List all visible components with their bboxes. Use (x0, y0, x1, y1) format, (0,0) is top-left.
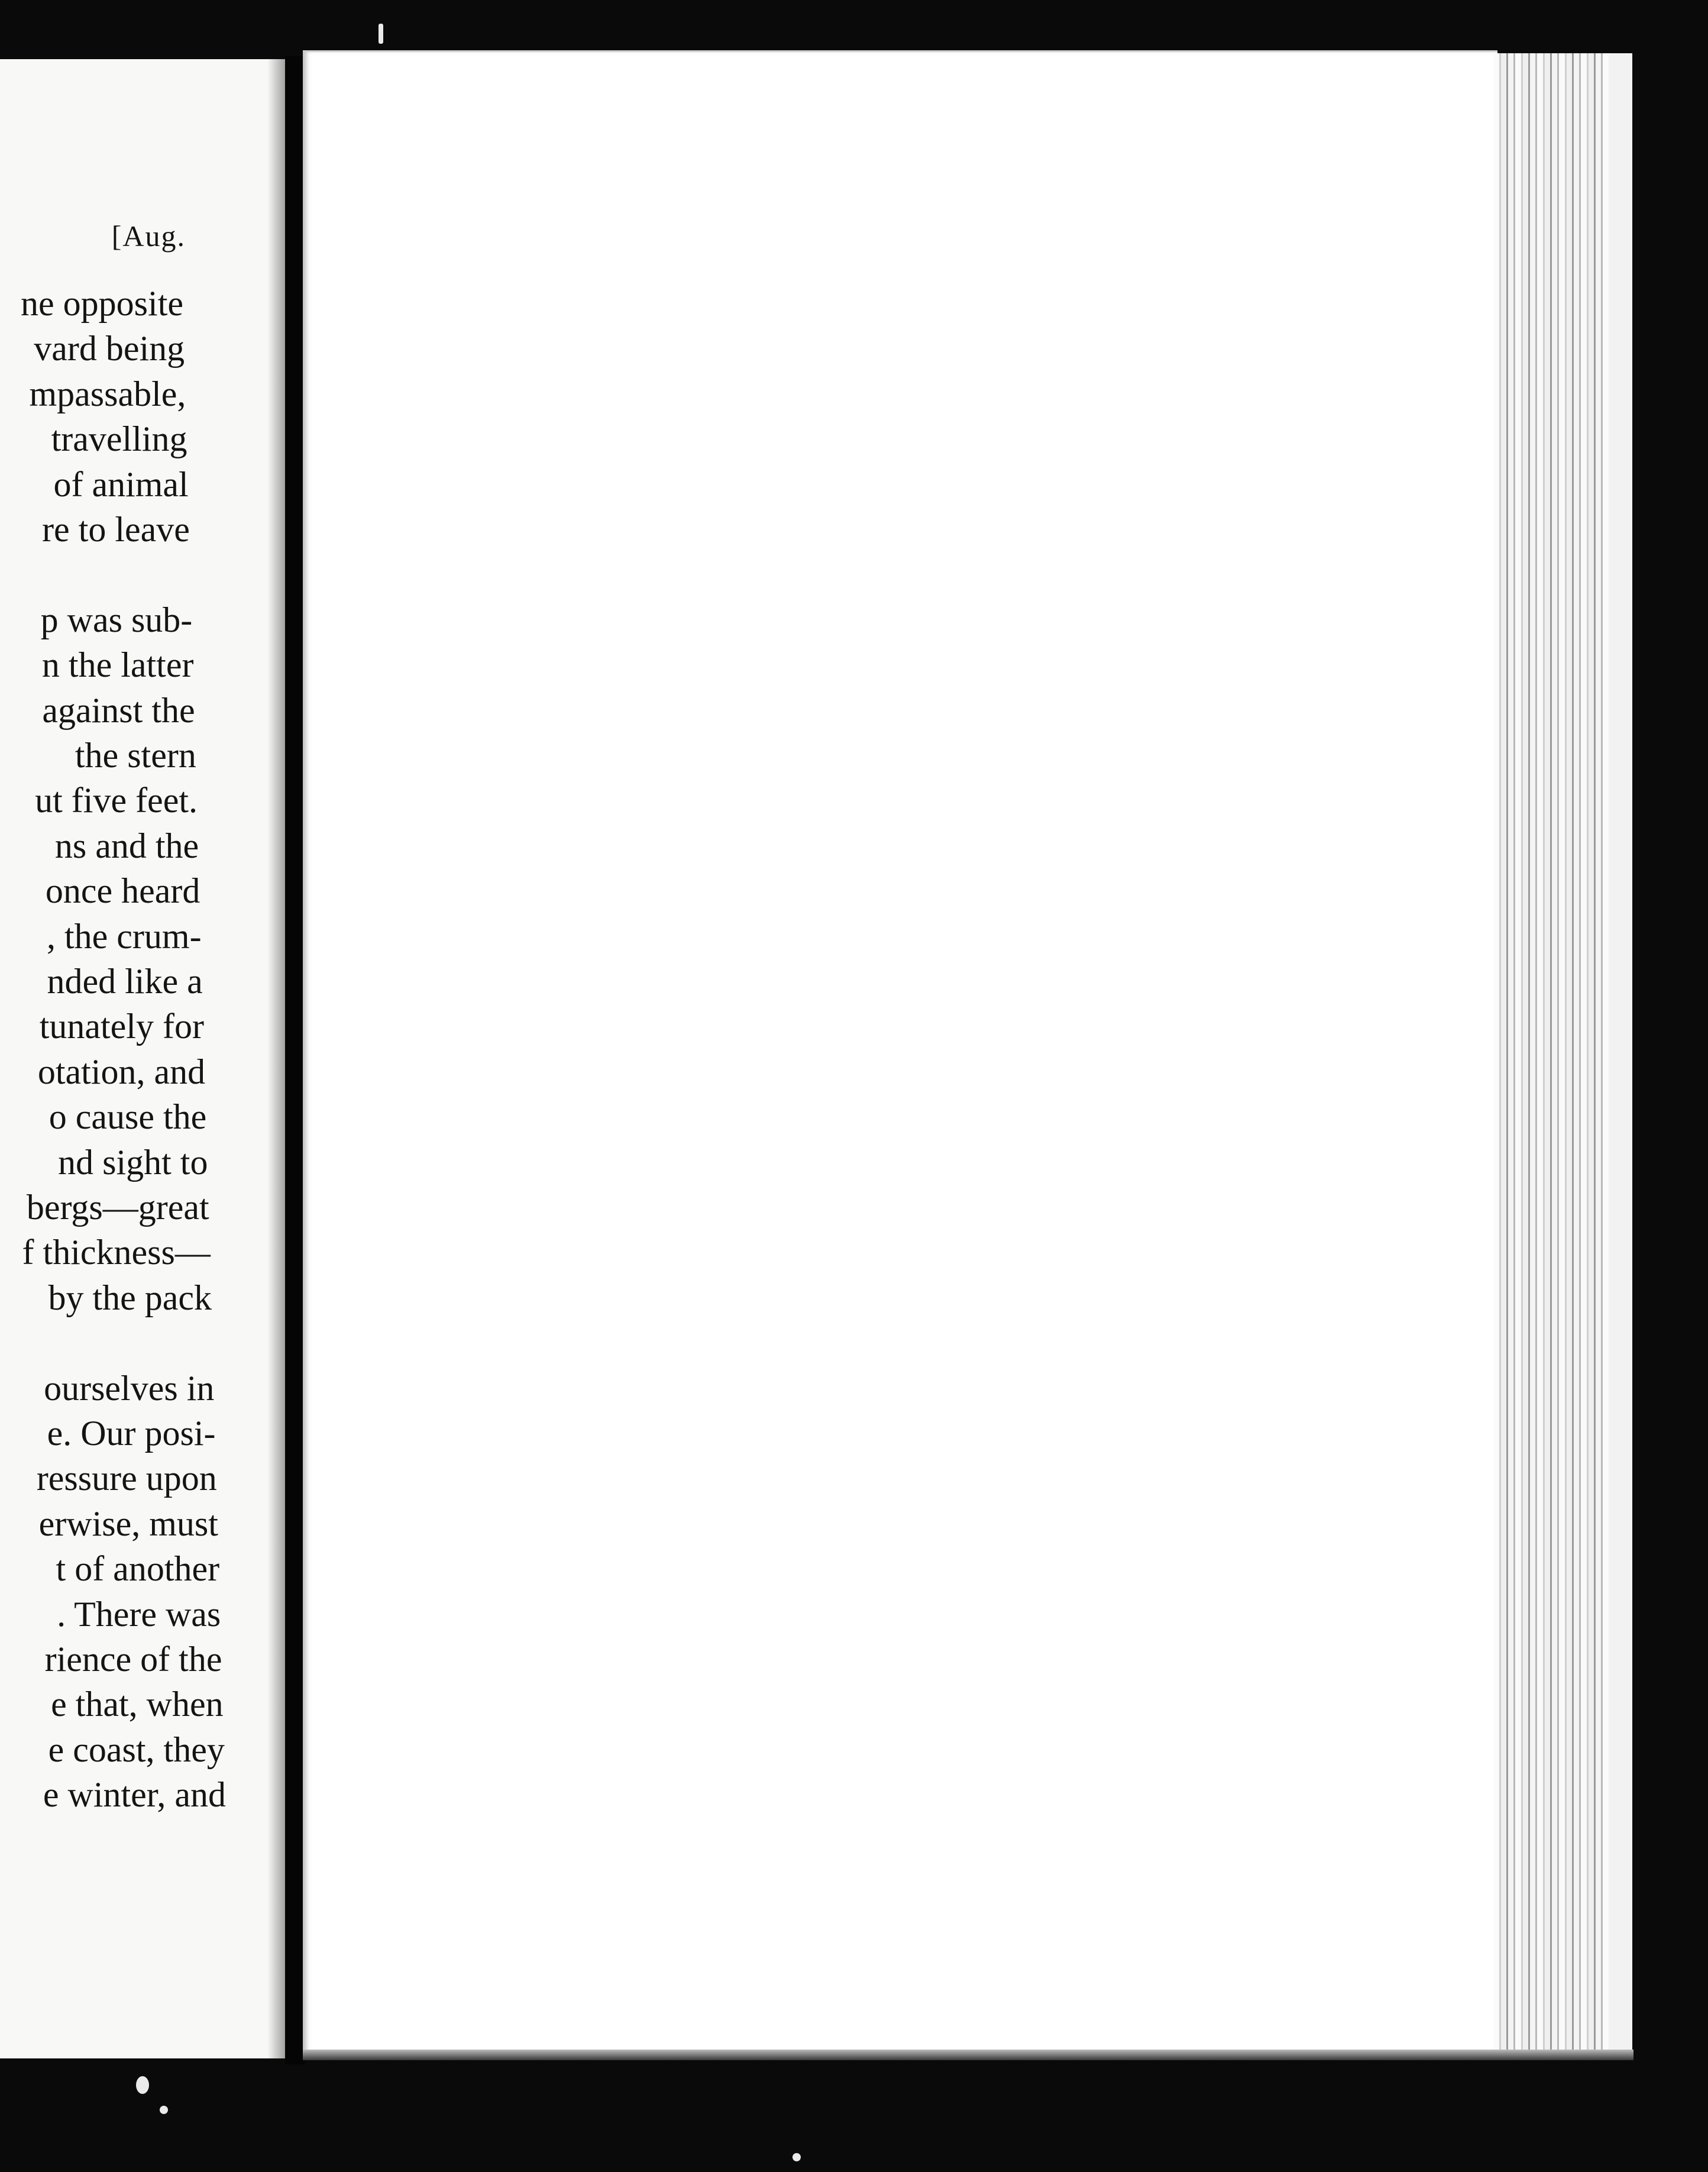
text-line: mpassable, (29, 374, 186, 413)
text-line: re to leave (42, 510, 190, 549)
text-line: ourselves in (44, 1368, 215, 1408)
text-line: by the pack (48, 1278, 212, 1317)
text-line: bergs—great (26, 1188, 209, 1227)
text-line: e coast, they (48, 1730, 225, 1769)
text-line: vard being (34, 329, 185, 369)
text-line: of animal (53, 464, 189, 504)
text-line: e winter, and (43, 1775, 226, 1815)
text-line: ut five feet. (35, 781, 198, 820)
text-line: o cause the (48, 1097, 207, 1137)
text-line: nded like a (47, 962, 203, 1001)
text-line: e. Our posi- (47, 1414, 216, 1453)
text-line: rience of the (44, 1640, 222, 1679)
text-line: f thickness— (22, 1233, 211, 1272)
page-bottom-edge (303, 2050, 1633, 2060)
text-line: e that, when (51, 1685, 224, 1724)
book-spine (285, 56, 305, 2064)
text-line: travelling (51, 419, 187, 459)
text-line: , the crum- (46, 916, 202, 956)
dust-speck (136, 2076, 149, 2094)
text-line: . There was (57, 1594, 221, 1634)
left-page (0, 59, 285, 2058)
running-head: [Aug. (111, 219, 186, 253)
text-column (0, 59, 285, 2058)
text-line: n the latter (41, 645, 194, 685)
text-line: otation, and (37, 1052, 206, 1091)
dust-speck (792, 2153, 801, 2161)
text-line: the stern (75, 736, 196, 775)
dust-speck (379, 24, 383, 44)
dust-speck (160, 2106, 168, 2114)
text-line: erwise, must (38, 1504, 218, 1543)
text-line: t of another (56, 1549, 220, 1589)
text-line: ressure upon (36, 1459, 217, 1498)
text-line: p was sub- (40, 600, 193, 639)
text-line: tunately for (39, 1007, 204, 1046)
text-line: nd sight to (58, 1142, 208, 1182)
text-line: ns and the (54, 826, 199, 865)
text-line: against the (42, 690, 195, 730)
right-page-blank (303, 50, 1497, 2055)
page-fore-edge (1493, 53, 1632, 2050)
text-line: ne opposite (21, 284, 183, 323)
text-line: once heard (45, 871, 200, 911)
